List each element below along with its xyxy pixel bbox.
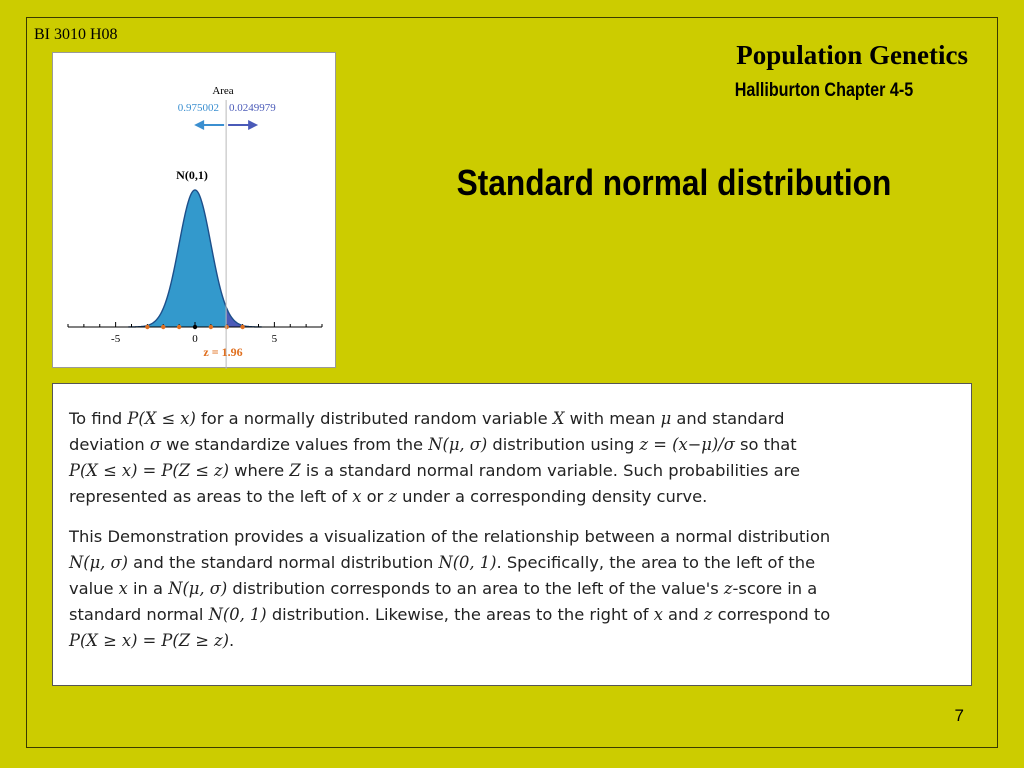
text-run: To find bbox=[69, 409, 128, 428]
paragraph-1 bbox=[69, 406, 957, 510]
z-score-label: z = 1.96 bbox=[203, 345, 243, 359]
text-run: and bbox=[662, 605, 704, 624]
slide-subtitle: Halliburton Chapter 4-5 bbox=[734, 80, 914, 101]
axis-marker-dot bbox=[193, 325, 197, 329]
text-run: This Demonstration provides a visualization of the relationship between a normal distribution bbox=[69, 527, 831, 546]
left-arrow-head bbox=[194, 120, 204, 130]
slide-number: 7 bbox=[954, 706, 964, 725]
x-tick-label: 0 bbox=[192, 333, 198, 345]
axis-marker-dot bbox=[209, 325, 213, 329]
text-run: we standardize values from the bbox=[160, 435, 429, 454]
math-expression: z bbox=[723, 579, 733, 598]
text-run: represented as areas to the left of bbox=[69, 487, 353, 506]
x-tick-label: -5 bbox=[111, 333, 121, 345]
text-run: for a normally distributed random variable bbox=[195, 409, 553, 428]
text-run: distribution corresponds to an area to the left of the value's bbox=[227, 579, 724, 598]
slide-heading: Standard normal distribution bbox=[456, 162, 892, 203]
text-run: . bbox=[228, 631, 235, 650]
course-code: BI 3010 H08 bbox=[34, 26, 118, 43]
text-run: distribution. Likewise, the areas to the right of bbox=[266, 605, 654, 624]
curve-label: N(0,1) bbox=[176, 168, 208, 182]
normal-distribution-figure bbox=[52, 52, 336, 368]
text-run: or bbox=[361, 487, 389, 506]
math-expression: P(X ≤ x) = P(Z ≤ z) bbox=[69, 461, 229, 480]
area-left-value: 0.975002 bbox=[177, 102, 219, 114]
axis-marker-dot bbox=[225, 325, 229, 329]
math-expression: N(μ, σ) bbox=[168, 579, 228, 598]
math-expression: μ bbox=[660, 409, 672, 428]
math-expression: σ bbox=[149, 435, 161, 454]
right-arrow-head bbox=[248, 120, 258, 130]
math-expression: x bbox=[118, 579, 128, 598]
text-line bbox=[69, 628, 957, 654]
math-expression: X bbox=[552, 409, 565, 428]
math-expression: N(μ, σ) bbox=[428, 435, 488, 454]
x-tick-label: 5 bbox=[271, 333, 278, 345]
text-line bbox=[69, 602, 957, 628]
text-run: under a corresponding density curve. bbox=[396, 487, 708, 506]
axis-marker-dot bbox=[240, 325, 244, 329]
math-expression: Z bbox=[289, 461, 301, 480]
math-expression: N(0, 1) bbox=[208, 605, 267, 624]
math-expression: N(0, 1) bbox=[438, 553, 497, 572]
area-right-value: 0.0249979 bbox=[229, 102, 276, 114]
paragraph-2 bbox=[69, 524, 957, 654]
math-expression: x bbox=[352, 487, 362, 506]
text-line bbox=[69, 484, 957, 510]
text-run: deviation bbox=[69, 435, 150, 454]
text-line bbox=[69, 432, 957, 458]
slide-title: Population Genetics bbox=[736, 40, 968, 70]
math-expression: z bbox=[703, 605, 713, 624]
math-expression: N(μ, σ) bbox=[69, 553, 128, 572]
normal-curve-chart bbox=[53, 53, 337, 369]
text-run: so that bbox=[734, 435, 797, 454]
math-expression: z = (x−μ)/σ bbox=[639, 435, 735, 454]
text-run: where bbox=[228, 461, 290, 480]
text-line bbox=[69, 576, 957, 602]
axis-marker-dot bbox=[177, 325, 181, 329]
description-panel bbox=[52, 383, 972, 686]
text-run: -score in a bbox=[732, 579, 818, 598]
text-line bbox=[69, 524, 957, 550]
math-expression: P(X ≤ x) bbox=[127, 409, 196, 428]
axis-marker-dot bbox=[161, 325, 165, 329]
text-run: . Specifically, the area to the left of the bbox=[496, 553, 816, 572]
text-run: and the standard normal distribution bbox=[128, 553, 439, 572]
math-expression: z bbox=[388, 487, 397, 506]
text-run: value bbox=[69, 579, 119, 598]
axis-marker-dot bbox=[145, 325, 149, 329]
text-line bbox=[69, 406, 957, 432]
text-run: in a bbox=[127, 579, 169, 598]
left-area bbox=[128, 190, 226, 327]
area-label: Area bbox=[212, 85, 234, 97]
text-run: and standard bbox=[671, 409, 785, 428]
text-run: standard normal bbox=[69, 605, 209, 624]
text-run: with mean bbox=[564, 409, 661, 428]
text-run: distribution using bbox=[487, 435, 640, 454]
math-expression: P(X ≥ x) = P(Z ≥ z) bbox=[69, 631, 229, 650]
text-line bbox=[69, 550, 957, 576]
math-expression: x bbox=[653, 605, 663, 624]
text-run: is a standard normal random variable. Such probabilities are bbox=[300, 461, 800, 480]
text-line bbox=[69, 458, 957, 484]
text-run: correspond to bbox=[712, 605, 831, 624]
